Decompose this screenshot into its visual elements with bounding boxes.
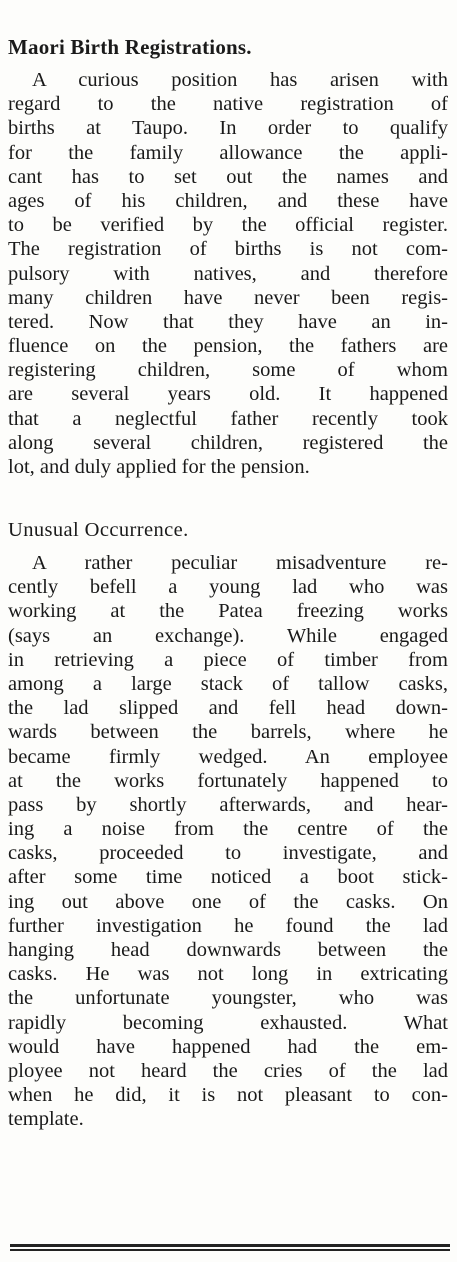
article-line: would have happened had the em- [8,1035,448,1058]
article-line: among a large stack of tallow casks, [8,672,448,695]
article-line: casks. He was not long in extricating [8,963,448,986]
divider-line [10,1244,450,1247]
article-line: casks, proceeded to investigate, and [8,842,448,865]
article-line: cently befell a young lad who was [8,576,448,599]
article-line: registering children, some of whom [8,359,448,382]
article-line: rapidly becoming exhausted. What [8,1011,448,1034]
article-unusual-occurrence [8,517,448,1132]
article-body [8,68,448,479]
article-line: ing out above one of the casks. On [8,890,448,913]
article-line: to be verified by the official register. [8,214,448,237]
column-end-rule [10,1244,450,1253]
article-line: after some time noticed a boot stick- [8,866,448,889]
article-line: tered. Now that they have an in- [8,310,448,333]
article-line: fluence on the pension, the fathers are [8,335,448,358]
article-line: at the works fortunately happened to [8,769,448,792]
article-line: when he did, it is not pleasant to con- [8,1084,448,1107]
article-line: many children have never been regis- [8,286,448,309]
article-line: A rather peculiar misadventure re- [32,552,448,574]
article-line: along several children, registered the [8,431,448,454]
article-line: that a neglectful father recently took [8,407,448,430]
article-maori-birth-registrations [8,34,448,479]
article-line: ployee not heard the cries of the lad [8,1059,448,1082]
article-line: ages of his children, and these have [8,189,448,212]
article-line: template. [8,1108,84,1131]
article-line: the lad slipped and fell head down- [8,697,448,720]
article-line: in retrieving a piece of timber from [8,648,448,671]
article-line: A curious position has arisen with [32,69,448,91]
divider-line [10,1249,450,1251]
article-line: for the family allowance the appli- [8,141,448,164]
article-line: The registration of births is not com- [8,238,448,261]
article-line: are several years old. It happened [8,383,448,406]
article-line: wards between the barrels, where he [8,721,448,744]
article-line: lot, and duly applied for the pension. [8,456,310,478]
article-line: pass by shortly afterwards, and hear- [8,793,448,816]
article-line: (says an exchange). While engaged [8,624,448,647]
article-line: the unfortunate youngster, who was [8,987,448,1010]
article-line: births at Taupo. In order to qualify [8,117,448,140]
article-line: pulsory with natives, and therefore [8,262,448,285]
article-headline: Maori Birth Registrations. [8,35,252,59]
article-line: became firmly wedged. An employee [8,745,448,768]
article-line: further investigation he found the lad [8,914,448,937]
article-line: ing a noise from the centre of the [8,818,448,841]
article-line: working at the Patea freezing works [8,600,448,623]
article-line: regard to the native registration of [8,93,448,116]
article-headline: Unusual Occurrence. [8,519,189,541]
article-line: hanging head downwards between the [8,939,448,961]
article-body [8,551,448,1132]
article-line: cant has to set out the names and [8,165,448,188]
